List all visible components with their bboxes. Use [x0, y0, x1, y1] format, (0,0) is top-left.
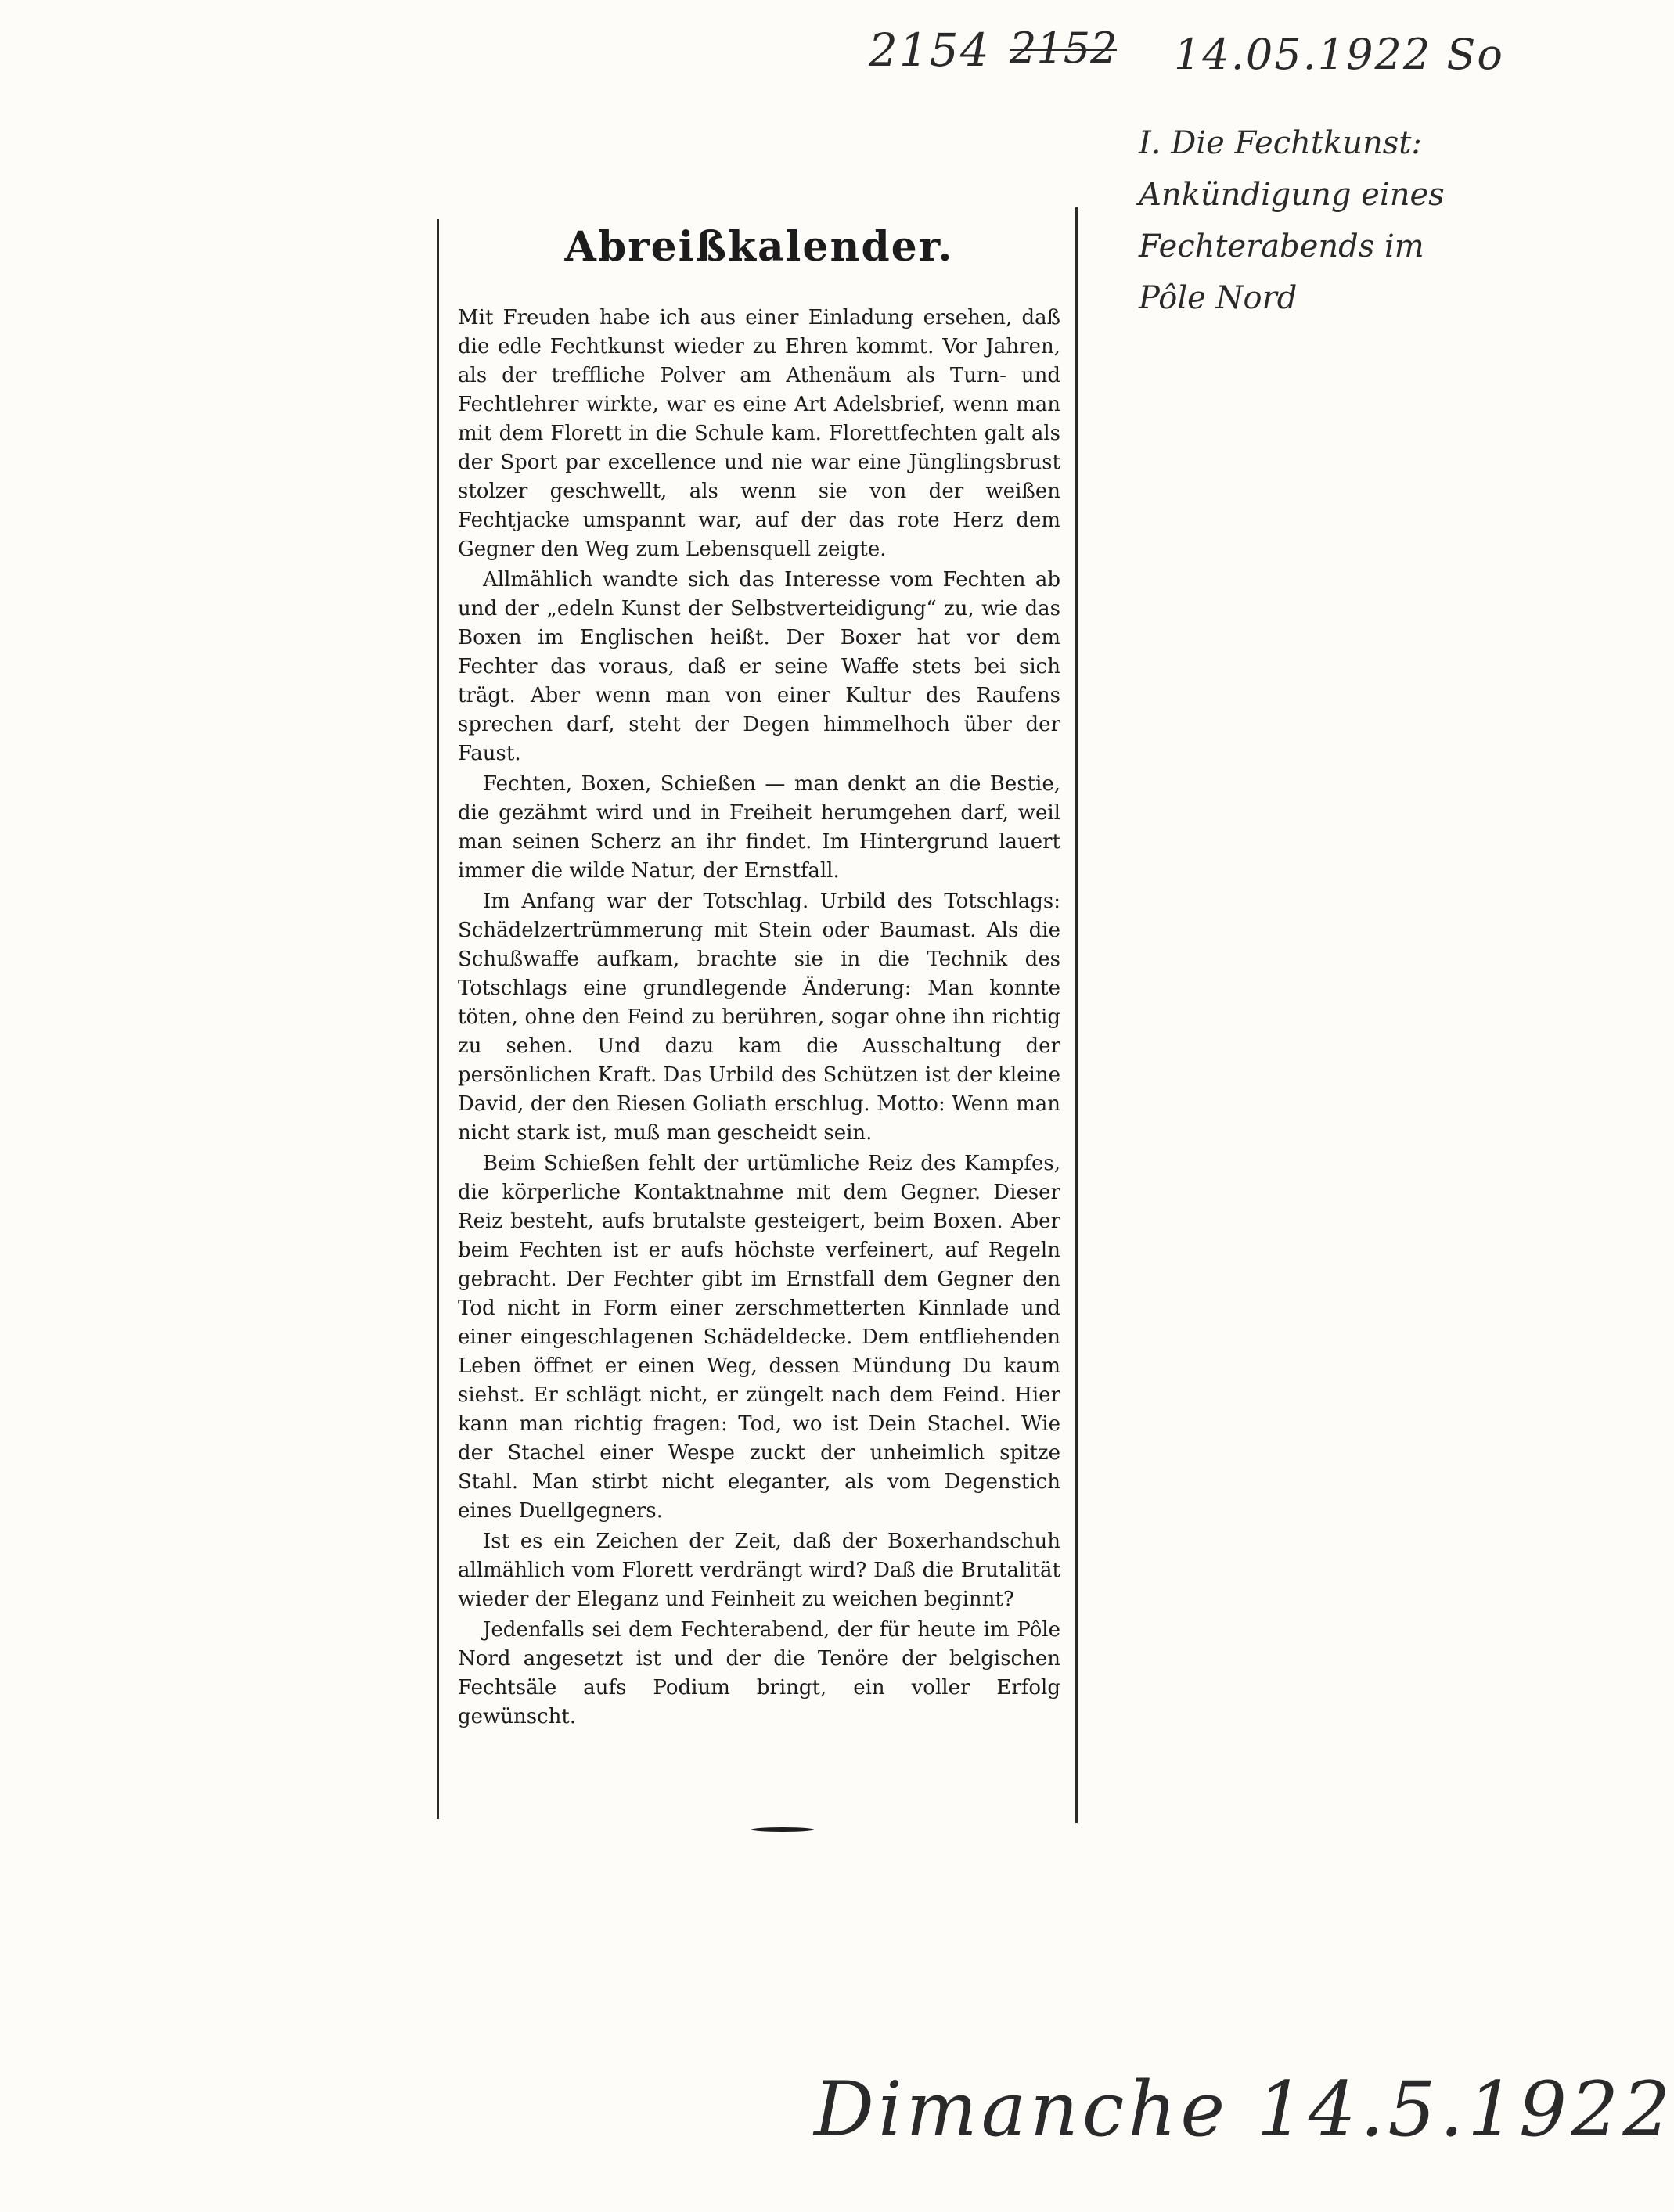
handwritten-note: I. Die Fechtkunst: Ankündigung eines Fechterabends im Pôle Nord — [1139, 125, 1445, 316]
article-paragraph: Mit Freuden habe ich aus einer Einladung ersehen, daß die edle Fechtkunst wieder zu Ehren kommt. Vor Jahren, als der treffliche Polver am Athenäum als Turn- und Fechtlehrer wirkte, war es eine Art Adelsbrief, wenn man mit dem Florett in die Schule kam. Florettfechten galt als der Sport par excellence und nie war eine Jünglingsbrust stolzer geschwellt, als wenn sie von der weißen Fechtjacke umspannt war, auf der das rote Herz dem Gegner den Weg zum Lebensquell zeigte. — [458, 306, 1060, 561]
end-ornament — [751, 1827, 814, 1832]
article-paragraph: Allmählich wandte sich das Interesse vom Fechten ab und der „edeln Kunst der Selbstverteidigung“ zu, wie das Boxen im Englischen heißt. Der Boxer hat vor dem Fechter das voraus, daß er seine Waffe stets bei sich trägt. Aber wenn man von einer Kultur des Raufens sprechen darf, steht der Degen himmelhoch über der Faust. — [458, 568, 1060, 765]
handwritten-source: Dimanche 14.5.1922 — [814, 2066, 1674, 2153]
handwritten-date: 14.05.1922 So — [1174, 30, 1504, 79]
article-paragraph: Fechten, Boxen, Schießen — man denkt an die Bestie, die gezähmt wird und in Freiheit herumgehen darf, weil man seinen Scherz an ihr findet. Im Hintergrund lauert immer die wilde Natur, der Ernstfall. — [458, 772, 1060, 883]
clipping-right-border — [1075, 207, 1078, 1823]
article-paragraph: Jedenfalls sei dem Fechterabend, der für heute im Pôle Nord angesetzt ist und der die Tenöre der belgischen Fechtsäle aufs Podium bringt, ein voller Erfolg gewünscht. — [458, 1618, 1060, 1728]
archive-number-1: 2154 — [869, 23, 991, 77]
article-paragraph: Ist es ein Zeichen der Zeit, daß der Boxerhandschuh allmählich vom Florett verdrängt wird? Daß die Brutalität wieder der Eleganz und Feinheit zu weichen beginnt? — [458, 1530, 1060, 1611]
article-paragraph: Im Anfang war der Totschlag. Urbild des Totschlags: Schädelzertrümmerung mit Stein oder Baumast. Als die Schußwaffe aufkam, brachte sie in die Technik des Totschlags eine grundlegende Änderung: Man konnte töten, ohne den Feind zu berühren, sogar ohne ihn richtig zu sehen. Und dazu kam die Ausschaltung der persönlichen Kraft. Das Urbild des Schützen ist der kleine David, der den Riesen Goliath erschlug. Motto: Wenn man nicht stark ist, muß man gescheidt sein. — [458, 890, 1061, 1145]
article-paragraph: Beim Schießen fehlt der urtümliche Reiz des Kampfes, die körperliche Kontaktnahme mit dem Gegner. Dieser Reiz besteht, aufs brutalste gesteigert, beim Boxen. Aber beim Fechten ist er aufs höchste verfeinert, auf Regeln gebracht. Der Fechter gibt im Ernstfall dem Gegner den Tod nicht in Form einer zerschmetterten Kinnlade und einer eingeschlagenen Schädeldecke. Dem entfliehenden Leben öffnet er einen Weg, dessen Mündung Du kaum siehst. Er schlägt nicht, er züngelt nach dem Feind. Hier kann man richtig fragen: Tod, wo ist Dein Stachel. Wie der Stachel einer Wespe zuckt der unheimlich spitze Stahl. Man stirbt nicht eleganter, als vom Degenstich eines Duellgegners. — [458, 1152, 1060, 1523]
archive-number-2-struck: 2152 — [1010, 23, 1118, 73]
newspaper-article — [458, 223, 1060, 1733]
article-title: Abreißkalender. — [564, 223, 954, 271]
clipping-left-border — [437, 219, 439, 1819]
